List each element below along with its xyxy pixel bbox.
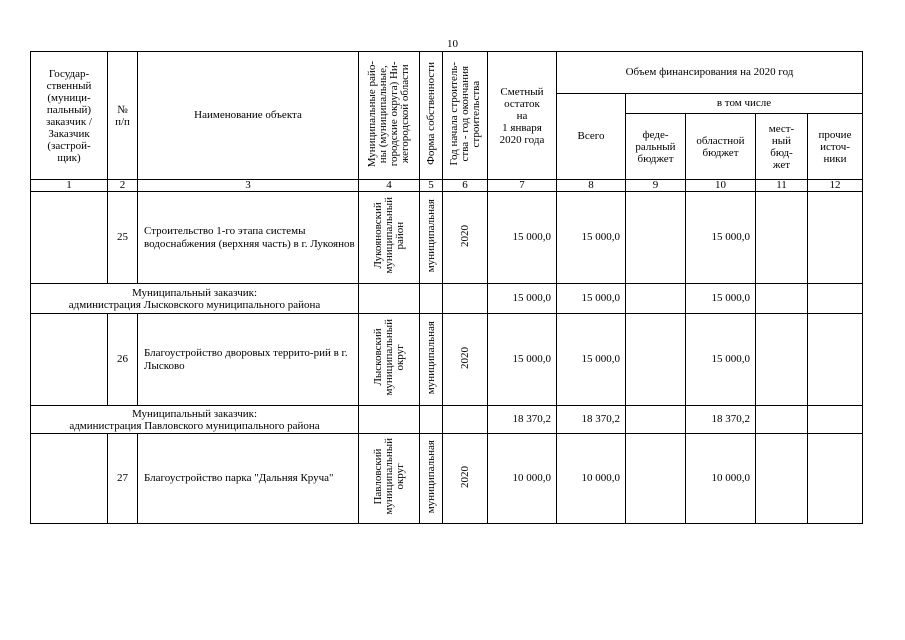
object-name: Строительство 1-го этапа системы водоснабжения (верхняя часть) в г. Лукоянов bbox=[138, 192, 359, 284]
header-object-name: Наименование объекта bbox=[138, 52, 359, 180]
header-funding: Объем финансирования на 2020 год bbox=[557, 52, 863, 94]
balance-value: 15 000,0 bbox=[488, 314, 557, 406]
column-number-row bbox=[31, 180, 863, 192]
header-total: Всего bbox=[557, 94, 626, 180]
customer-row bbox=[31, 284, 863, 314]
row-number: 26 bbox=[108, 314, 138, 406]
local-value bbox=[756, 434, 808, 524]
local-value bbox=[756, 284, 808, 314]
column-number: 12 bbox=[808, 180, 863, 192]
other-value bbox=[808, 192, 863, 284]
regional-value: 10 000,0 bbox=[686, 434, 756, 524]
header-no: № п/п bbox=[108, 52, 138, 180]
row-number: 25 bbox=[108, 192, 138, 284]
local-value bbox=[756, 406, 808, 434]
regional-value: 18 370,2 bbox=[686, 406, 756, 434]
regional-value: 15 000,0 bbox=[686, 284, 756, 314]
other-value bbox=[808, 406, 863, 434]
balance-value: 15 000,0 bbox=[488, 192, 557, 284]
federal-value bbox=[626, 314, 686, 406]
regional-value: 15 000,0 bbox=[686, 192, 756, 284]
district: Павловский муниципальный округ bbox=[371, 438, 406, 516]
years: 2020 bbox=[458, 224, 471, 247]
total-value: 10 000,0 bbox=[557, 434, 626, 524]
federal-value bbox=[626, 284, 686, 314]
financing-table bbox=[30, 51, 863, 524]
column-number: 6 bbox=[443, 180, 488, 192]
balance-value: 15 000,0 bbox=[488, 284, 557, 314]
balance-value: 10 000,0 bbox=[488, 434, 557, 524]
local-value bbox=[756, 314, 808, 406]
object-row bbox=[31, 314, 863, 406]
regional-value: 15 000,0 bbox=[686, 314, 756, 406]
district: Лысковский муниципальный округ bbox=[371, 319, 406, 397]
years bbox=[443, 406, 488, 434]
header-including: в том числе bbox=[626, 94, 863, 114]
object-name: Благоустройство парка "Дальняя Круча" bbox=[138, 434, 359, 524]
column-number: 10 bbox=[686, 180, 756, 192]
years: 2020 bbox=[458, 465, 471, 488]
local-value bbox=[756, 192, 808, 284]
page-number: 10 bbox=[447, 38, 458, 50]
customer-label: Муниципальный заказчик: администрация Лысковского муниципального района bbox=[31, 284, 359, 314]
customer-label: Муниципальный заказчик: администрация Павловского муниципального района bbox=[31, 406, 359, 434]
object-row bbox=[31, 192, 863, 284]
ownership: муниципальная bbox=[424, 321, 437, 395]
header-district: Муниципальные райо- ны (муниципальные, городские округа) Ни- жегородской области bbox=[366, 60, 411, 167]
header-regional: областной бюджет bbox=[686, 114, 756, 180]
customer-cell bbox=[31, 434, 108, 524]
total-value: 15 000,0 bbox=[557, 284, 626, 314]
district: Лукояновский муниципальный район bbox=[371, 197, 406, 275]
federal-value bbox=[626, 192, 686, 284]
header-ownership: Форма собственности bbox=[424, 62, 437, 166]
total-value: 18 370,2 bbox=[557, 406, 626, 434]
total-value: 15 000,0 bbox=[557, 192, 626, 284]
federal-value bbox=[626, 406, 686, 434]
column-number: 1 bbox=[31, 180, 108, 192]
other-value bbox=[808, 314, 863, 406]
total-value: 15 000,0 bbox=[557, 314, 626, 406]
header-federal: феде- ральный бюджет bbox=[626, 114, 686, 180]
object-name: Благоустройство дворовых террито-рий в г. Лысково bbox=[138, 314, 359, 406]
object-row bbox=[31, 434, 863, 524]
column-number: 4 bbox=[359, 180, 420, 192]
ownership bbox=[420, 284, 443, 314]
column-number: 5 bbox=[420, 180, 443, 192]
balance-value: 18 370,2 bbox=[488, 406, 557, 434]
ownership: муниципальная bbox=[424, 199, 437, 273]
customer-cell bbox=[31, 192, 108, 284]
years bbox=[443, 284, 488, 314]
header-customer: Государ- ственный (муници- пальный) заказчик / Заказчик (застрой- щик) bbox=[31, 52, 108, 180]
header-other: прочие источ- ники bbox=[808, 114, 863, 180]
district bbox=[359, 284, 420, 314]
federal-value bbox=[626, 434, 686, 524]
column-number: 7 bbox=[488, 180, 557, 192]
column-number: 3 bbox=[138, 180, 359, 192]
other-value bbox=[808, 284, 863, 314]
other-value bbox=[808, 434, 863, 524]
header-years: Год начала строитель- ства - год окончания строительства bbox=[447, 62, 482, 166]
column-number: 2 bbox=[108, 180, 138, 192]
years: 2020 bbox=[458, 346, 471, 369]
ownership: муниципальная bbox=[424, 440, 437, 514]
column-number: 9 bbox=[626, 180, 686, 192]
column-number: 11 bbox=[756, 180, 808, 192]
row-number: 27 bbox=[108, 434, 138, 524]
ownership bbox=[420, 406, 443, 434]
header-estimated-balance: Сметный остаток на 1 января 2020 года bbox=[488, 52, 557, 180]
header-local: мест- ный бюд- жет bbox=[756, 114, 808, 180]
customer-cell bbox=[31, 314, 108, 406]
district bbox=[359, 406, 420, 434]
column-number: 8 bbox=[557, 180, 626, 192]
customer-row bbox=[31, 406, 863, 434]
